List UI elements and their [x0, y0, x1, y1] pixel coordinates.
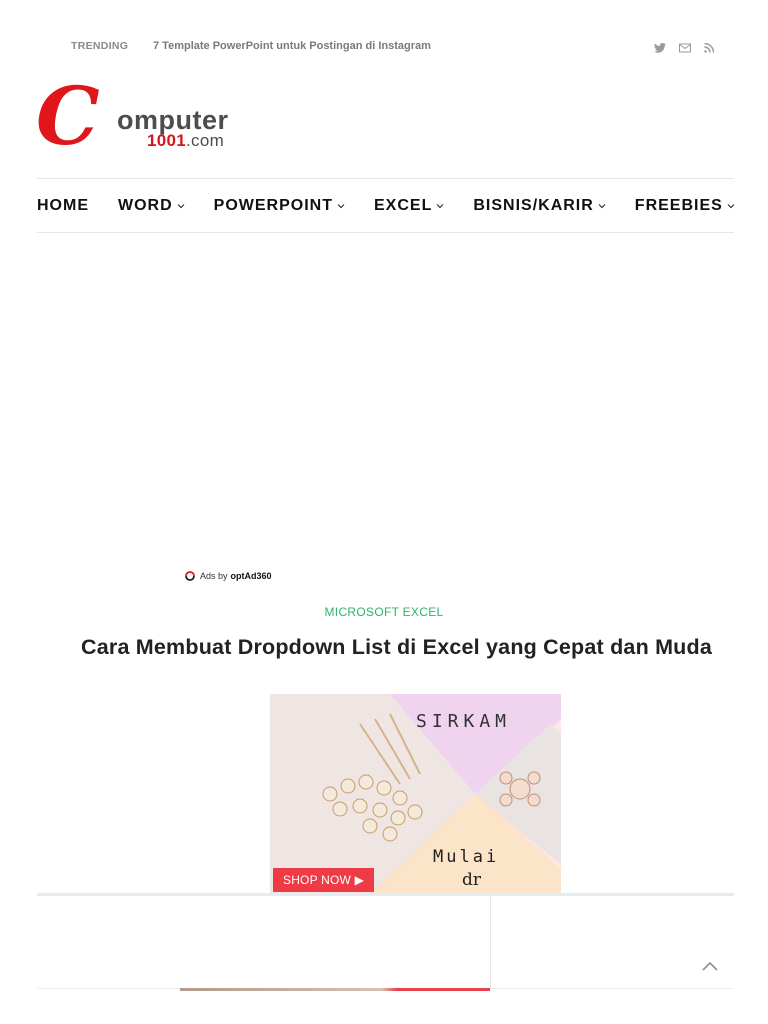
nav-item-label: EXCEL: [374, 196, 433, 214]
shop-now-button[interactable]: SHOP NOW ▶: [273, 868, 374, 892]
ad-banner[interactable]: [270, 694, 561, 894]
nav-item-label: WORD: [118, 196, 173, 214]
ads-attribution[interactable]: [185, 571, 272, 581]
chevron-down-icon: [337, 203, 345, 209]
nav-item-label: FREEBIES: [634, 196, 723, 214]
ad-banner-subline-2: dr: [462, 870, 482, 890]
nav-item-powerpoint[interactable]: [214, 197, 345, 215]
nav-bottom-divider: [37, 232, 734, 233]
site-logo[interactable]: [36, 69, 271, 163]
ad-banner-subline: Mulai: [433, 847, 500, 867]
optad-logo-icon: [185, 571, 195, 581]
logo-number: 1001.com: [147, 131, 225, 150]
twitter-icon[interactable]: [653, 40, 667, 56]
scroll-to-top-icon[interactable]: [700, 956, 720, 976]
sticky-ad-peek-image: [180, 988, 490, 991]
chevron-down-icon: [436, 203, 444, 209]
nav-item-label: HOME: [37, 196, 89, 214]
nav-item-bisnis-karir[interactable]: [473, 197, 605, 215]
trending-label: TRENDING: [71, 40, 129, 52]
rss-icon[interactable]: [703, 40, 715, 56]
main-nav: [37, 179, 734, 232]
nav-item-excel[interactable]: [374, 197, 444, 215]
ads-by-text: Ads by: [200, 571, 228, 581]
ads-brand: optAd360: [230, 571, 272, 581]
mail-icon[interactable]: [678, 40, 692, 56]
post-category-link[interactable]: MICROSOFT EXCEL: [324, 605, 444, 619]
post-title[interactable]: Cara Membuat Dropdown List di Excel yang Cepat dan Muda: [81, 635, 713, 659]
logo-word: omputer: [117, 105, 229, 135]
sticky-bar-divider: [490, 896, 491, 989]
nav-item-label: POWERPOINT: [213, 196, 333, 214]
logo-c: C: [36, 69, 100, 163]
chevron-down-icon: [598, 203, 606, 209]
nav-item-word[interactable]: [118, 197, 185, 215]
chevron-down-icon: [177, 203, 185, 209]
sticky-ad-bar: [37, 893, 734, 989]
chevron-down-icon: [727, 203, 735, 209]
nav-item-home[interactable]: [37, 197, 89, 215]
ad-banner-headline: SIRKAM: [416, 711, 512, 732]
trending-headline-link[interactable]: 7 Template PowerPoint untuk Postingan di Instagram: [153, 40, 431, 52]
nav-item-label: BISNIS/KARIR: [473, 196, 594, 214]
nav-item-freebies[interactable]: [635, 197, 735, 215]
